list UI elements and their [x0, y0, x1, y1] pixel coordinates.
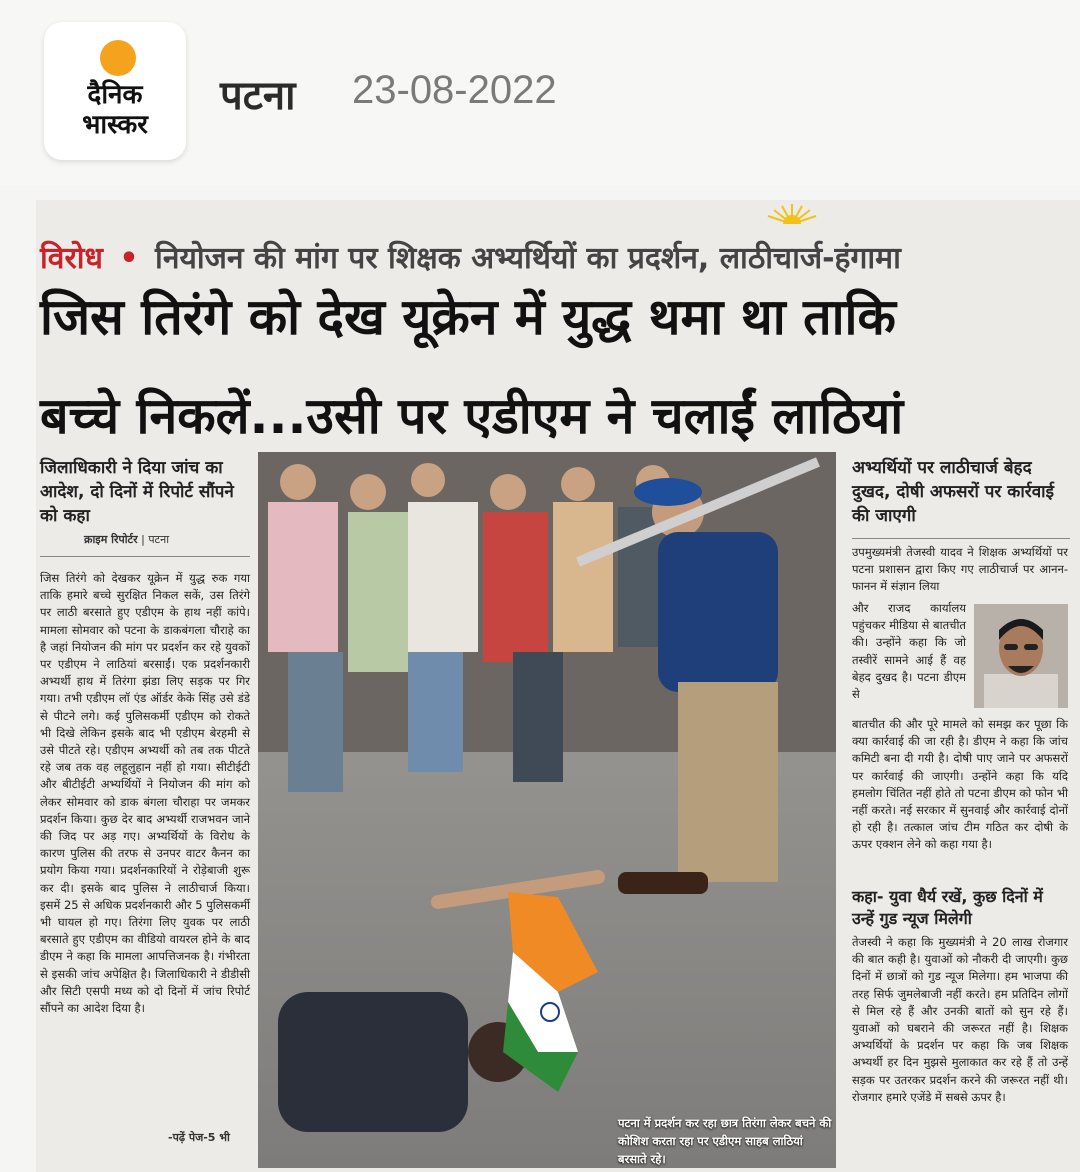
- kicker-separator: •: [119, 241, 139, 276]
- divider: [852, 538, 1070, 539]
- right-column-body: बातचीत की और पूरे मामले को समझ कर पूछा कि क्या कार्रवाई की जा रही है। डीएम ने कहा कि जांच कमिटी बना दी गयी है। दोषी पाए जाने पर अफसरों पर कार्रवाई की जाएगी। उन्होंने कहा कि यदि हमलोग चिंतित नहीं होते तो पटना डीएम को फोन भी नहीं करते। नई सरकार में सुनवाई और कार्रवाई दोनों हो रही है। तत्काल जांच टीम गठित कर दोषी के ऊपर एक्शन लेने को कहा गया है।: [852, 717, 1068, 852]
- left-column-heading: जिलाधिकारी ने दिया जांच का आदेश, दो दिनों में रिपोर्ट सौंपने को कहा: [40, 458, 234, 526]
- news-photo[interactable]: [258, 452, 836, 1168]
- byline-place: पटना: [148, 533, 170, 546]
- leader-portrait[interactable]: [974, 604, 1068, 708]
- byline: [84, 532, 169, 547]
- right-column-wrap: और राजद कार्यालय पहुंचकर मीडिया से बातचीत की। उन्होंने कहा कि जो तस्वीरें सामने आई हैं वह बेहद दुखद है। पटना डीएम से: [852, 601, 966, 702]
- protest-photo-illustration: [258, 452, 836, 1168]
- continued-reference: -पढ़ें पेज-5 भी: [168, 1131, 230, 1144]
- divider: [40, 556, 250, 557]
- left-column-body: जिस तिरंगे को देखकर यूक्रेन में युद्ध रुक गया ताकि हमारे बच्चे सुरक्षित निकल सकें, उस तिरंगे पर लाठी बरसाते हुए एडीएम के हाथ नहीं कांपे। मामला सोमवार को पटना के डाकबंगला चौराहे का है जहां नियोजन की मांग पर प्रदर्शन कर रहे युवकों पर एडीएम ने लाठियां बरसाईं। एक प्रदर्शनकारी अभ्यर्थी हाथ में तिरंगा झंडा लिए सड़क पर गिर गया। तभी एडीएम लॉ एंड ऑर्डर केके सिंह उसे डंडे से पीटने लगे। कई पुलिसकर्मी एडीएम को रोकते भी दिखे लेकिन इसके बाद भी एडीएम बेरहमी से उसे पीटते रहे। एडीएम अभ्यर्थी को तब तक पीटते रहे जब तक वह लहूलुहान नहीं हो गया। सीटीईटी और बीटीईटी अभ्यर्थियों ने नियोजन की मांग को लेकर सोमवार को डाक बंगला चौराहा पर जमकर प्रदर्शन किया। कुछ देर बाद अभ्यर्थी राजभवन जाने की जिद पर अड़ गए। अभ्यर्थियों के विरोध के कारण पुलिस की तरफ से उनपर वाटर कैनन का प्रयोग किया गया। प्रदर्शनकारियों ने रोड़ेबाजी शुरू कर दी। इसके बाद पुलिस ने लाठीचार्ज किया। इसमें 25 से अधिक प्रदर्शनकारी और 5 पुलिसकर्मी भी घायल हो गए। तिरंगा लिए युवक पर लाठी बरसाते हुए एडीएम का वीडियो वायरल होने के बाद डीएम ने कहा कि मामला आपत्तिजनक है। गंभीरता से इसकी जांच अपेक्षित है। जिलाधिकारी ने डीडीसी और सिटी एसपी मध्य को दो दिनों में जांच रिपोर्ट सौंपने का आदेश दिया है।: [40, 571, 250, 1016]
- right-column-intro: उपमुख्यमंत्री तेजस्वी यादव ने शिक्षक अभ्यर्थियों पर पटना प्रशासन द्वारा किए गए लाठीचार्ज पर आनन-फानन में संज्ञान लिया: [852, 545, 1068, 594]
- logo-line-2: भास्कर: [82, 110, 148, 140]
- app-header: [0, 0, 1080, 185]
- edition-date: 23-08-2022: [352, 68, 557, 112]
- photo-caption: पटना में प्रदर्शन कर रहा छात्र तिरंगा लेकर बचने की कोशिश करता रहा पर एडीएम साहब लाठियां बरसाते रहे।: [618, 1116, 832, 1166]
- logo-line-1: दैनिक: [87, 80, 143, 110]
- kicker: [40, 236, 901, 277]
- headline-line-1: जिस तिरंगे को देख यूक्रेन में युद्ध थमा था ताकि: [40, 288, 896, 346]
- headline-line-2: बच्चे निकलें...उसी पर एडीएम ने चलाईं लाठियां: [40, 387, 904, 445]
- portrait-illustration: [974, 604, 1068, 708]
- byline-separator: |: [141, 533, 145, 546]
- byline-name: क्राइम रिपोर्टर: [84, 533, 138, 546]
- dainik-bhaskar-logo[interactable]: [44, 22, 186, 160]
- kicker-text: नियोजन की मांग पर शिक्षक अभ्यर्थियों का प्रदर्शन, लाठीचार्ज-हंगामा: [155, 241, 901, 276]
- right-column-heading: अभ्यर्थियों पर लाठीचार्ज बेहद दुखद, दोषी अफसरों पर कार्रवाई की जाएगी: [852, 458, 1054, 526]
- right-column-body-end: तेजस्वी ने कहा कि मुख्यमंत्री ने 20 लाख रोजगार की बात कही है। युवाओं को नौकरी दी जाएगी। कुछ दिनों में छात्रों को गुड न्यूज मिलेगा। हम भाजपा की तरह सिर्फ जुमलेबाजी नहीं करते। हम प्रतिदिन लोगों से मिल रहे हैं और उनकी बातों को सुन रहे हैं। युवाओं को घबराने की जरूरत नहीं है। शिक्षक अभ्यर्थियों के प्रदर्शन पर कहा कि जब शिक्षक अभ्यर्थी हर दिन मुझसे मुलाकात कर रहे हैं तो उन्हें सड़क पर उतरकर प्रदर्शन करने की जरूरत नहीं थी। रोजगार हमारे एजेंडे में सबसे ऊपर है।: [852, 935, 1068, 1104]
- kicker-tag: विरोध: [40, 241, 103, 276]
- sun-icon: [100, 40, 136, 76]
- sun-rays-icon: [762, 200, 822, 224]
- right-column-subheading: कहा- युवा धैर्य रखें, कुछ दिनों में उन्हें गुड न्यूज मिलेगी: [852, 887, 1043, 928]
- city-label: पटना: [220, 73, 296, 119]
